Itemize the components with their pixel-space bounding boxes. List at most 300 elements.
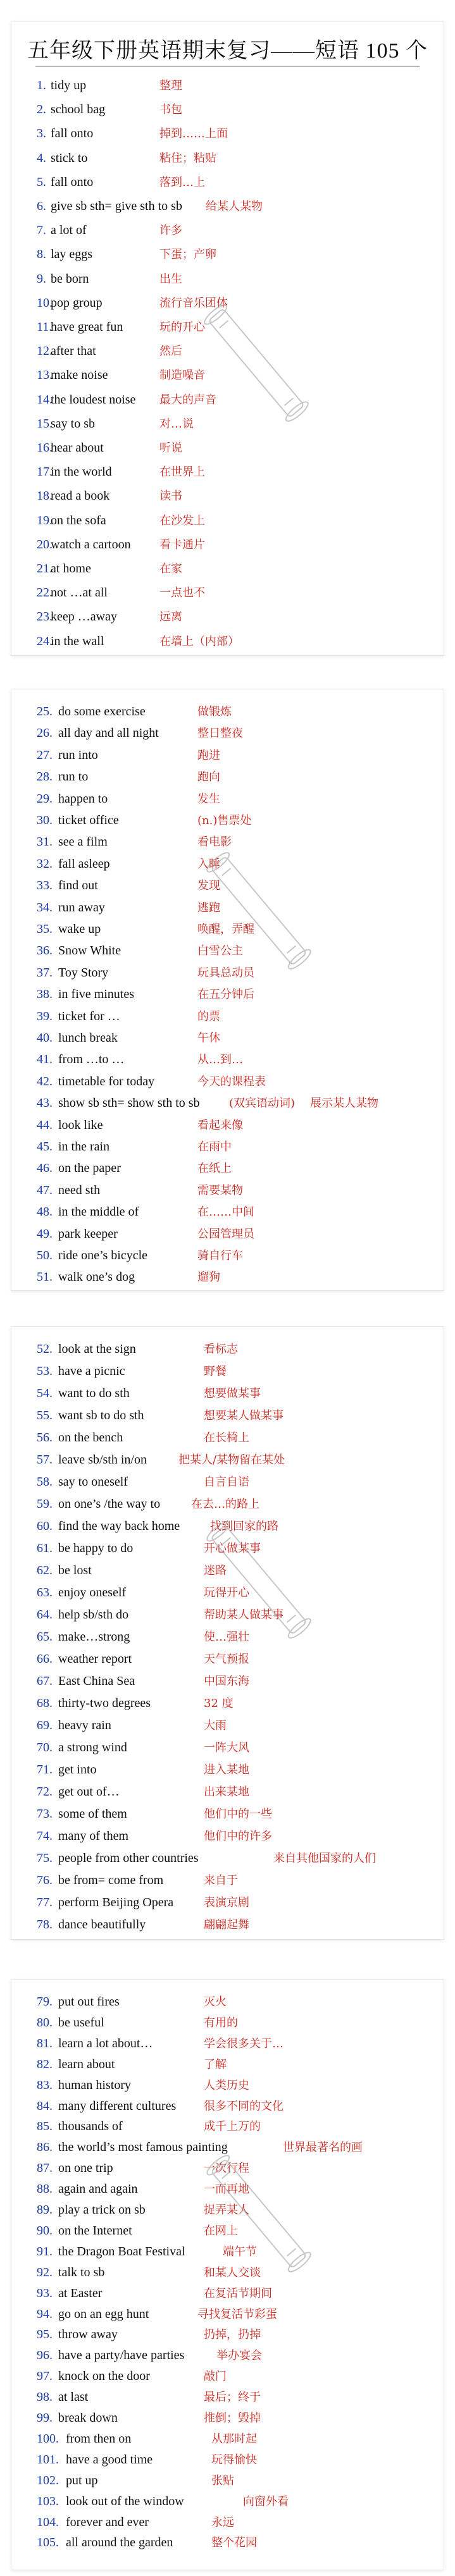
phrase-english: not …at all [51, 586, 108, 600]
phrase-chinese: 整个花园 [211, 2536, 257, 2550]
phrase-number: 11. [37, 320, 53, 334]
phrase-chinese: 进入某地 [204, 1763, 249, 1777]
phrase-english: Toy Story [58, 965, 109, 980]
phrase-english: watch a cartoon [51, 537, 131, 552]
phrase-english: on one trip [58, 2161, 113, 2176]
phrase-english: wake up [58, 922, 101, 936]
phrase-english: fall asleep [58, 856, 110, 871]
phrase-chinese: 捉弄某人 [204, 2203, 249, 2217]
phrase-english: heavy rain [58, 1718, 111, 1732]
phrase-english: on the sofa [51, 513, 106, 527]
phrase-row [37, 1673, 249, 1689]
phrase-number: 91. [37, 2244, 53, 2259]
phrase-english: at Easter [58, 2286, 103, 2300]
phrase-chinese: 张贴 [211, 2474, 234, 2487]
phrase-number: 74. [37, 1829, 53, 1843]
phrase-number: 54. [37, 1386, 53, 1400]
phrase-chinese: 读书 [159, 490, 182, 503]
phrase-chinese: 使…强壮 [204, 1630, 249, 1644]
phrase-number: 29. [37, 791, 53, 806]
phrase-number: 14. [37, 392, 53, 407]
phrase-row [37, 222, 182, 238]
watermark-scroll-icon [203, 293, 310, 433]
phrase-english: fall onto [51, 126, 94, 141]
phrase-number: 3. [37, 126, 46, 141]
phrase-chinese: 从那时起 [211, 2432, 257, 2446]
phrase-row [37, 1784, 249, 1800]
phrase-english: give sb sth= give sth to sb [51, 199, 182, 213]
phrase-row [37, 2160, 249, 2176]
phrase-number: 52. [37, 1342, 53, 1356]
phrase-chinese: 帮助某人做某事 [204, 1608, 284, 1622]
phrase-number: 2. [37, 102, 46, 117]
phrase-row [37, 2285, 272, 2302]
phrase-english: get into [58, 1763, 97, 1777]
phrase-number: 79. [37, 1995, 53, 2009]
phrase-row [37, 633, 239, 650]
phrase-english: on the paper [58, 1161, 121, 1176]
phrase-english: have a good time [66, 2452, 153, 2467]
phrase-number: 42. [37, 1074, 53, 1088]
phrase-chinese: 整日整夜 [197, 727, 243, 741]
phrase-english: learn a lot about… [58, 2036, 153, 2050]
phrase-number: 33. [37, 878, 53, 893]
phrase-chinese: 灭火 [204, 1995, 227, 2009]
phrase-english: look out of the window [66, 2494, 184, 2508]
phrase-english: read a book [51, 489, 110, 503]
phrase-row [37, 942, 243, 959]
phrase-row [37, 703, 232, 720]
phrase-chinese: 粘住；粘贴 [159, 151, 216, 165]
watermark-scroll-icon [205, 841, 313, 980]
phrase-chinese: 看标志 [204, 1343, 238, 1356]
phrase-chinese: 他们中的一些 [204, 1808, 272, 1821]
phrase-row [37, 964, 254, 981]
phrase-row [37, 198, 263, 214]
phrase-row [37, 1916, 249, 1933]
phrase-number: 89. [37, 2203, 53, 2217]
phrase-number: 12. [37, 344, 53, 359]
phrase-number: 18. [37, 489, 53, 503]
phrase-chinese: 找到回家的路 [210, 1520, 278, 1533]
phrase-english: ticket for … [58, 1009, 120, 1023]
phrase-row [37, 2202, 249, 2218]
phrase-row [37, 1095, 378, 1111]
phrase-english: the Dragon Boat Festival [58, 2244, 185, 2259]
phrase-chinese: (n.)售票处 [197, 814, 252, 827]
phrase-chinese: 在纸上 [197, 1162, 232, 1176]
phrase-chinese: 扔掉，扔掉 [204, 2328, 261, 2342]
phrase-row [37, 2347, 262, 2363]
phrase-chinese: 开心做某事 [204, 1542, 261, 1555]
phrase-chinese: 跑向 [197, 770, 220, 784]
phrase-row [37, 725, 243, 741]
phrase-row [37, 367, 205, 383]
page-3 [11, 1327, 444, 1939]
phrase-english: knock on the door [58, 2369, 150, 2384]
phrase-number: 47. [37, 1183, 53, 1197]
phrase-english: in the wall [51, 634, 104, 648]
phrase-row [37, 2410, 261, 2426]
phrase-row [37, 1226, 254, 1242]
phrase-row [37, 1629, 249, 1645]
phrase-number: 56. [37, 1431, 53, 1445]
phrase-english: Snow White [58, 944, 122, 958]
phrase-number: 97. [37, 2369, 53, 2384]
phrase-chinese: 在墙上（内部） [159, 634, 239, 648]
phrase-english: be useful [58, 2015, 104, 2030]
phrase-number: 46. [37, 1161, 53, 1176]
phrase-number: 86. [37, 2140, 53, 2155]
phrase-number: 45. [37, 1140, 53, 1154]
phrase-chinese: 向窗外看 [243, 2494, 289, 2508]
phrase-row [37, 271, 182, 287]
phrase-chinese: 野餐 [204, 1365, 227, 1378]
phrase-english: the loudest noise [51, 392, 136, 407]
phrase-english: ride one’s bicycle [58, 1248, 148, 1262]
phrase-row [37, 856, 220, 872]
phrase-english: enjoy oneself [58, 1586, 127, 1599]
phrase-chinese: 迷路 [204, 1564, 227, 1577]
phrase-number: 25. [37, 705, 53, 718]
phrase-number: 16. [37, 441, 53, 455]
phrase-number: 73. [37, 1807, 53, 1821]
phrase-english: break down [58, 2411, 118, 2425]
phrase-english: on the Internet [58, 2223, 132, 2238]
phrase-number: 41. [37, 1052, 53, 1067]
phrase-english: leave sb/sth in/on [58, 1453, 147, 1467]
phrase-chinese: 成千上万的 [204, 2120, 261, 2134]
phrase-row [37, 768, 220, 785]
page-1 [11, 22, 444, 655]
phrase-chinese: 许多 [159, 224, 182, 238]
phrase-number: 88. [37, 2182, 53, 2197]
phrase-number: 15. [37, 416, 53, 431]
phrase-row [37, 1518, 278, 1534]
phrase-number: 43. [37, 1096, 53, 1111]
phrase-chinese: 世界最著名的画 [283, 2141, 363, 2155]
phrase-english: run away [58, 900, 105, 915]
phrase-chinese: 玩具总动员 [197, 966, 254, 980]
phrase-english: in the middle of [58, 1205, 139, 1219]
phrase-number: 1. [37, 78, 46, 92]
phrase-chinese: 了解 [204, 2057, 227, 2071]
phrase-row [37, 464, 205, 480]
phrase-number: 59. [37, 1497, 53, 1511]
phrase-chinese: 自言自语 [204, 1476, 249, 1489]
phrase-chinese: 需要某物 [197, 1183, 243, 1197]
phrase-chinese: 表演京剧 [204, 1896, 249, 1909]
phrase-english: lunch break [58, 1031, 118, 1045]
phrase-english: weather report [58, 1652, 132, 1666]
phrase-number: 78. [37, 1918, 53, 1932]
phrase-number: 105. [37, 2536, 59, 2550]
phrase-english: lay eggs [51, 247, 93, 262]
phrase-chinese: 中国东海 [204, 1675, 249, 1688]
phrase-row [37, 899, 220, 916]
phrase-row [37, 1474, 249, 1490]
phrase-number: 67. [37, 1674, 53, 1688]
phrase-chinese: 大雨 [204, 1719, 227, 1732]
phrase-chinese: 看电影 [197, 835, 232, 849]
phrase-english: look at the sign [58, 1342, 136, 1356]
phrase-row [37, 295, 228, 311]
phrase-row [37, 2181, 249, 2197]
phrase-english: a strong wind [58, 1741, 127, 1754]
phrase-english: on one’s /the way to [58, 1497, 161, 1511]
phrase-row [37, 1407, 284, 1424]
phrase-english: want to do sth [58, 1386, 130, 1400]
phrase-row [37, 2431, 257, 2447]
phrase-chinese: 在沙发上 [159, 514, 205, 527]
phrase-number: 22. [37, 586, 53, 600]
phrase-chinese: 流行音乐团体 [159, 296, 228, 310]
phrase-english: be happy to do [58, 1541, 134, 1555]
phrase-english: from then on [66, 2431, 132, 2446]
phrase-number: 104. [37, 2515, 59, 2529]
phrase-chinese: 公园管理员 [197, 1227, 254, 1241]
phrase-chinese: 落到…上 [159, 175, 205, 189]
phrase-chinese: 跑进 [197, 748, 220, 762]
phrase-row [37, 1695, 234, 1711]
phrase-english: happen to [58, 791, 108, 806]
phrase-english: put out fires [58, 1995, 120, 2009]
phrase-row [37, 2035, 284, 2052]
phrase-chinese: 发现 [197, 879, 220, 893]
phrase-row [37, 1073, 266, 1090]
phrase-number: 5. [37, 175, 46, 189]
phrase-row [37, 1204, 254, 1220]
phrase-english: walk one’s dog [58, 1270, 135, 1285]
phrase-row [37, 2077, 249, 2093]
phrase-chinese: 入睡 [197, 857, 220, 871]
phrase-english: run into [58, 748, 98, 762]
phrase-english: hear about [51, 441, 104, 455]
phrase-number: 24. [37, 634, 53, 648]
phrase-chinese: 玩得愉快 [211, 2453, 257, 2467]
phrase-chinese: 的票 [197, 1009, 220, 1023]
phrase-english: find the way back home [58, 1519, 180, 1533]
phrase-chinese: 今天的课程表 [197, 1075, 266, 1088]
phrase-english: put up [66, 2473, 98, 2487]
phrase-number: 87. [37, 2161, 53, 2176]
phrase-number: 51. [37, 1270, 53, 1285]
phrase-number: 101. [37, 2452, 59, 2467]
phrase-english: go on an egg hunt [58, 2307, 149, 2321]
phrase-row [37, 2056, 227, 2073]
phrase-chinese: 永远 [211, 2515, 234, 2529]
phrase-english: ticket office [58, 813, 119, 827]
phrase-row [37, 2451, 257, 2468]
phrase-chinese: 遛狗 [197, 1271, 220, 1285]
phrase-english: on the bench [58, 1431, 123, 1445]
phrase-english: keep …away [51, 610, 117, 624]
phrase-chinese: 翩翩起舞 [204, 1918, 249, 1932]
phrase-number: 68. [37, 1696, 53, 1710]
phrase-chinese: 掉到……上面 [159, 127, 228, 141]
phrase-row [37, 2139, 363, 2155]
phrase-number: 80. [37, 2015, 53, 2030]
phrase-row [37, 2472, 234, 2489]
phrase-row [37, 834, 232, 850]
phrase-english: in five minutes [58, 987, 134, 1002]
phrase-row [37, 416, 194, 432]
phrase-chinese: 出来某地 [204, 1785, 249, 1799]
phrase-number: 92. [37, 2265, 53, 2279]
phrase-row [37, 1030, 220, 1046]
phrase-chinese: 唤醒，弄醒 [197, 923, 254, 936]
phrase-row [37, 1182, 243, 1199]
phrase-number: 21. [37, 562, 53, 576]
phrase-chinese: 在复活节期间 [204, 2286, 272, 2300]
phrase-number: 94. [37, 2307, 53, 2321]
phrase-number: 17. [37, 465, 53, 479]
phrase-chinese: 和某人交谈 [204, 2265, 261, 2279]
phrase-english: in the world [51, 465, 112, 479]
phrase-row [37, 2098, 284, 2114]
phrase-chinese: 发生 [197, 792, 220, 806]
phrase-english: in the rain [58, 1140, 110, 1154]
phrase-row [37, 150, 216, 166]
phrase-row [37, 791, 220, 807]
phrase-number: 72. [37, 1785, 53, 1799]
phrase-row [37, 77, 182, 94]
phrase-number: 69. [37, 1718, 53, 1732]
phrase-number: 13. [37, 368, 53, 383]
phrase-chinese: 在长椅上 [204, 1431, 249, 1445]
page-4 [11, 1980, 444, 2570]
phrase-english: the world’s most famous painting [58, 2140, 228, 2155]
phrase-row [37, 1562, 227, 1579]
phrase-chinese: 寻找复活节彩蛋 [197, 2307, 277, 2321]
phrase-english: need sth [58, 1183, 101, 1197]
phrase-english: help sb/sth do [58, 1608, 129, 1622]
phrase-english: see a film [58, 835, 108, 849]
phrase-english: some of them [58, 1807, 127, 1821]
phrase-number: 70. [37, 1741, 53, 1754]
phrase-chinese: 下蛋；产卵 [159, 248, 216, 262]
phrase-english: thousands of [58, 2119, 123, 2134]
phrase-number: 76. [37, 1873, 53, 1887]
phrase-row [37, 921, 254, 937]
phrase-row [37, 391, 216, 408]
phrase-row [37, 2368, 227, 2384]
phrase-row [37, 246, 216, 262]
phrase-chinese: 学会很多关于… [204, 2037, 284, 2050]
phrase-chinese: 看卡通片 [159, 538, 205, 552]
phrase-row [37, 747, 220, 763]
phrase-chinese: 然后 [159, 345, 182, 359]
phrase-english: be from= come from [58, 1873, 164, 1887]
phrase-row [37, 877, 220, 894]
phrase-chinese: 人类历史 [204, 2078, 249, 2092]
phrase-number: 38. [37, 987, 53, 1002]
phrase-row [37, 101, 182, 118]
phrase-row [37, 1850, 376, 1866]
phrase-row [37, 1247, 243, 1264]
phrase-row [37, 812, 251, 829]
phrase-english: timetable for today [58, 1074, 155, 1088]
phrase-number: 8. [37, 247, 46, 262]
phrase-english: pop group [51, 295, 103, 310]
phrase-row [37, 1828, 272, 1844]
phrase-number: 53. [37, 1364, 53, 1378]
phrase-english: forever and ever [66, 2515, 149, 2529]
phrase-chinese: 逃跑 [197, 901, 220, 915]
phrase-row [37, 1496, 259, 1512]
phrase-number: 44. [37, 1118, 53, 1132]
phrase-english: human history [58, 2078, 131, 2092]
phrase-row [37, 536, 205, 553]
phrase-chinese: 天气预报 [204, 1653, 249, 1666]
phrase-number: 9. [37, 271, 46, 286]
phrase-english: at home [51, 562, 91, 576]
phrase-english: make…strong [58, 1630, 130, 1644]
phrase-row [37, 2389, 261, 2405]
phrase-row [37, 1739, 249, 1756]
phrase-english: fall onto [51, 175, 94, 189]
phrase-english: have a picnic [58, 1364, 125, 1378]
phrase-number: 96. [37, 2348, 53, 2363]
phrase-chinese: 来自其他国家的人们 [273, 1852, 376, 1865]
phrase-chinese: 一次行程 [204, 2162, 249, 2176]
phrase-row [37, 319, 205, 335]
phrase-chinese: 听说 [159, 441, 182, 455]
phrase-chinese: (双宾语动词) [229, 1097, 296, 1111]
phrase-number: 83. [37, 2078, 53, 2092]
phrase-chinese: 最后；终于 [204, 2391, 261, 2405]
phrase-row [37, 1385, 261, 1402]
phrase-row [37, 343, 182, 359]
phrase-row [37, 1429, 249, 1446]
phrase-chinese: 书包 [159, 103, 182, 117]
phrase-row [37, 1341, 238, 1357]
phrase-number: 63. [37, 1586, 53, 1599]
phrase-chinese: 举办宴会 [216, 2349, 262, 2363]
phrase-row [37, 986, 254, 1002]
phrase-english: talk to sb [58, 2265, 105, 2279]
phrase-number: 34. [37, 900, 53, 915]
phrase-number: 75. [37, 1851, 53, 1865]
phrase-number: 65. [37, 1630, 53, 1644]
phrase-chinese: 出生 [159, 272, 182, 286]
phrase-english: all day and all night [58, 726, 159, 741]
phrase-chinese: 做锻炼 [197, 705, 232, 718]
phrase-english: thirty-two degrees [58, 1696, 151, 1710]
phrase-number: 77. [37, 1895, 53, 1909]
phrase-english: school bag [51, 102, 106, 117]
phrase-row [37, 1872, 238, 1889]
phrase-english: have great fun [51, 320, 123, 334]
phrase-number: 7. [37, 223, 46, 238]
phrase-chinese: 整理 [159, 79, 182, 92]
phrase-english: all around the garden [66, 2536, 173, 2550]
phrase-english: learn about [58, 2057, 115, 2071]
phrase-number: 27. [37, 748, 53, 762]
phrase-number: 40. [37, 1031, 53, 1045]
phrase-chinese: 推倒；毁掉 [204, 2412, 261, 2425]
phrase-row [37, 125, 228, 142]
phrase-number: 58. [37, 1475, 53, 1489]
phrase-english: perform Beijing Opera [58, 1895, 174, 1909]
phrase-chinese: 把某人/某物留在某处 [178, 1453, 285, 1467]
phrase-chinese: 一点也不 [159, 586, 205, 600]
phrase-row [37, 2514, 234, 2530]
phrase-number: 99. [37, 2411, 53, 2425]
phrase-row [37, 1606, 284, 1623]
phrase-row [37, 1761, 249, 1778]
phrase-english: at last [58, 2390, 89, 2405]
